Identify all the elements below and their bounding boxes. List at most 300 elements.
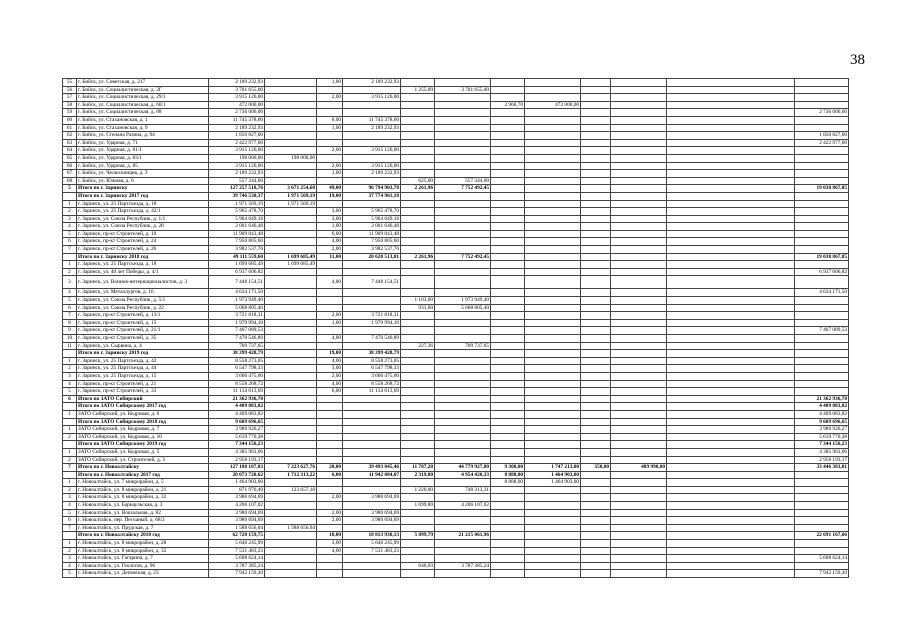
table-row: [63, 79, 849, 87]
value-cell: [401, 147, 435, 155]
value-cell: 1,00: [317, 223, 343, 231]
value-cell: 1 255,09: [401, 86, 435, 94]
row-number-cell: 4: [63, 502, 77, 510]
value-cell: 2,00: [317, 162, 343, 170]
value-cell: [491, 94, 525, 102]
row-number-cell: 7: [63, 464, 77, 472]
value-cell: [795, 494, 849, 502]
value-cell: 11 134 613,69: [209, 388, 265, 396]
address-cell: г. Заринск, ул. Союза Республик, д. 28: [77, 223, 209, 231]
table-row: [63, 524, 849, 532]
value-cell: [667, 79, 795, 87]
value-cell: [581, 101, 611, 109]
value-cell: 39 493 045,46: [343, 464, 401, 472]
value-cell: [795, 177, 849, 185]
value-cell: [317, 154, 343, 162]
value-cell: [795, 372, 849, 380]
value-cell: [491, 524, 525, 532]
address-cell: Итого по ЗАТО Сибирскому 2017 год: [77, 403, 209, 411]
table-row: [63, 261, 849, 269]
address-cell: г. Заринск, ул. Металлургов, д. 16: [77, 289, 209, 297]
value-cell: [491, 132, 525, 140]
value-cell: [581, 215, 611, 223]
value-cell: 5 640 245,99: [343, 540, 401, 548]
value-cell: [581, 357, 611, 365]
value-cell: [581, 132, 611, 140]
value-cell: [343, 327, 401, 335]
table-row: [63, 223, 849, 231]
value-cell: [435, 215, 491, 223]
address-cell: г. Заринск, пр-кт Строителей, д. 15: [77, 319, 209, 327]
value-cell: 4 206 107,02: [435, 502, 491, 510]
value-cell: 127 180 187,83: [209, 464, 265, 472]
value-cell: 5 068 805,40: [435, 304, 491, 312]
value-cell: [667, 132, 795, 140]
value-cell: 5 068 805,40: [209, 304, 265, 312]
value-cell: [611, 418, 667, 426]
table-row: [63, 139, 849, 147]
value-cell: 4 409 083,82: [795, 410, 849, 418]
value-cell: 472 000,00: [525, 101, 581, 109]
value-cell: [525, 319, 581, 327]
value-cell: [611, 124, 667, 132]
value-cell: [401, 162, 435, 170]
table-row: [63, 456, 849, 464]
value-cell: [667, 246, 795, 254]
value-cell: [265, 215, 317, 223]
value-cell: [343, 486, 401, 494]
value-cell: [667, 388, 795, 396]
value-cell: [491, 276, 525, 289]
value-cell: [581, 562, 611, 570]
value-cell: [491, 372, 525, 380]
table-row: [63, 357, 849, 365]
row-number-cell: [63, 350, 77, 358]
value-cell: 2 189 232,93: [209, 170, 265, 178]
value-cell: [265, 335, 317, 343]
value-cell: [491, 246, 525, 254]
value-cell: [317, 86, 343, 94]
value-cell: 350,00: [581, 464, 611, 472]
value-cell: [491, 502, 525, 510]
value-cell: [343, 570, 401, 578]
value-cell: [525, 276, 581, 289]
value-cell: 19 038 867,85: [795, 185, 849, 193]
address-cell: г. Заринск, пр-кт Строителей, д. 26: [77, 246, 209, 254]
row-number-cell: 10: [63, 335, 77, 343]
value-cell: [265, 380, 317, 388]
value-cell: [611, 208, 667, 216]
value-cell: [265, 357, 317, 365]
value-cell: 10,00: [317, 532, 343, 540]
value-cell: [611, 448, 667, 456]
value-cell: 5 965 478,70: [343, 208, 401, 216]
value-cell: 2 958 193,17: [209, 456, 265, 464]
value-cell: [401, 426, 435, 434]
row-number-cell: 64: [63, 147, 77, 155]
value-cell: 1 699 685,49: [209, 261, 265, 269]
address-cell: г. Новоалтайск, ул. 7 микрорайон, д. 5: [77, 479, 209, 487]
value-cell: [343, 304, 401, 312]
row-number-cell: 3: [63, 555, 77, 563]
address-cell: г. Бийск, ул. Стахановская, д. 9: [77, 124, 209, 132]
value-cell: [491, 327, 525, 335]
table-row: [63, 555, 849, 563]
value-cell: [611, 365, 667, 373]
value-cell: [343, 109, 401, 117]
row-number-cell: 1: [63, 200, 77, 208]
value-cell: [401, 132, 435, 140]
value-cell: [265, 555, 317, 563]
value-cell: [265, 540, 317, 548]
value-cell: [491, 426, 525, 434]
value-cell: [491, 192, 525, 200]
table-row: [63, 86, 849, 94]
value-cell: [667, 139, 795, 147]
value-cell: 2 189 232,93: [343, 170, 401, 178]
row-number-cell: 3: [63, 372, 77, 380]
value-cell: [581, 312, 611, 320]
table-row: [63, 297, 849, 305]
value-cell: 2,00: [317, 312, 343, 320]
value-cell: 7 752 492,45: [435, 185, 491, 193]
value-cell: 748 313,31: [435, 486, 491, 494]
value-cell: [611, 335, 667, 343]
value-cell: [435, 94, 491, 102]
value-cell: [435, 116, 491, 124]
value-cell: 19 038 867,85: [795, 253, 849, 261]
value-cell: [667, 327, 795, 335]
value-cell: 6 937 606,82: [209, 268, 265, 276]
value-cell: 2 261,96: [401, 253, 435, 261]
value-cell: [491, 109, 525, 117]
table-row: [63, 494, 849, 502]
value-cell: [581, 335, 611, 343]
value-cell: [667, 312, 795, 320]
value-cell: [667, 223, 795, 231]
value-cell: 3 980 694,69: [209, 509, 265, 517]
value-cell: [265, 124, 317, 132]
value-cell: 2,00: [317, 372, 343, 380]
value-cell: 5 619 770,38: [209, 433, 265, 441]
value-cell: [525, 365, 581, 373]
value-cell: 4 409 083,82: [209, 410, 265, 418]
value-cell: 3 980 694,69: [343, 517, 401, 525]
table-row: [63, 433, 849, 441]
row-number-cell: 2: [63, 433, 77, 441]
value-cell: [491, 570, 525, 578]
value-cell: [795, 479, 849, 487]
value-cell: 2 422 977,00: [209, 139, 265, 147]
value-cell: [265, 132, 317, 140]
value-cell: [581, 170, 611, 178]
value-cell: 3 980 694,69: [343, 509, 401, 517]
value-cell: [435, 547, 491, 555]
value-cell: [317, 132, 343, 140]
value-cell: [581, 540, 611, 548]
value-cell: [343, 562, 401, 570]
value-cell: [401, 441, 435, 449]
value-cell: 38 399 428,79: [209, 350, 265, 358]
value-cell: [401, 276, 435, 289]
value-cell: [491, 297, 525, 305]
value-cell: [401, 109, 435, 117]
value-cell: 3,00: [317, 215, 343, 223]
value-cell: [667, 124, 795, 132]
row-number-cell: 63: [63, 139, 77, 147]
value-cell: [525, 410, 581, 418]
value-cell: [667, 570, 795, 578]
value-cell: [265, 101, 317, 109]
table-row: [63, 486, 849, 494]
value-cell: 1 103,00: [401, 297, 435, 305]
address-cell: ЗАТО Сибирский, ул. Кедровая, д. 10: [77, 433, 209, 441]
row-number-cell: 2: [63, 547, 77, 555]
address-cell: г. Новоалтайск, ул. Деповская, д. 23: [77, 570, 209, 578]
value-cell: [491, 395, 525, 403]
value-cell: [667, 471, 795, 479]
value-cell: 6 547 798,33: [209, 365, 265, 373]
row-number-cell: 6: [63, 238, 77, 246]
table-row: [63, 162, 849, 170]
value-cell: 8 558 268,72: [343, 380, 401, 388]
value-cell: 3 721 818,31: [343, 312, 401, 320]
value-cell: [667, 297, 795, 305]
value-cell: [435, 268, 491, 276]
value-cell: [265, 304, 317, 312]
value-cell: [667, 562, 795, 570]
value-cell: [401, 403, 435, 411]
value-cell: [525, 109, 581, 117]
value-cell: [611, 433, 667, 441]
value-cell: [581, 418, 611, 426]
value-cell: [667, 304, 795, 312]
value-cell: [265, 327, 317, 335]
address-cell: г. Бийск, ул. Социалистическая, д. 2Г: [77, 86, 209, 94]
value-cell: [581, 532, 611, 540]
value-cell: [525, 403, 581, 411]
value-cell: [611, 238, 667, 246]
value-cell: [401, 261, 435, 269]
value-cell: [525, 312, 581, 320]
value-cell: [667, 319, 795, 327]
value-cell: [491, 486, 525, 494]
value-cell: [525, 555, 581, 563]
row-number-cell: 8: [63, 319, 77, 327]
value-cell: [667, 116, 795, 124]
value-cell: [343, 433, 401, 441]
value-cell: [581, 448, 611, 456]
value-cell: 7 467 089,53: [209, 327, 265, 335]
value-cell: [611, 562, 667, 570]
value-cell: [525, 388, 581, 396]
value-cell: 2 736 006,00: [209, 109, 265, 117]
value-cell: [525, 335, 581, 343]
value-cell: 3 915 126,00: [209, 147, 265, 155]
address-cell: ЗАТО Сибирский, ул. Кедровая, д. 5: [77, 448, 209, 456]
table-row: [63, 116, 849, 124]
value-cell: [525, 327, 581, 335]
value-cell: [401, 192, 435, 200]
value-cell: [265, 456, 317, 464]
value-cell: [343, 410, 401, 418]
row-number-cell: 4: [63, 289, 77, 297]
value-cell: [611, 532, 667, 540]
value-cell: [581, 403, 611, 411]
value-cell: 1,00: [317, 319, 343, 327]
value-cell: [491, 289, 525, 297]
value-cell: [795, 547, 849, 555]
table-row: [63, 380, 849, 388]
value-cell: [525, 200, 581, 208]
value-cell: 20 073 720,62: [209, 471, 265, 479]
value-cell: [435, 380, 491, 388]
value-cell: 8 558 268,72: [209, 380, 265, 388]
value-cell: [667, 147, 795, 155]
row-number-cell: [63, 441, 77, 449]
value-cell: [401, 289, 435, 297]
value-cell: [581, 555, 611, 563]
address-cell: г. Новоалтайск, ул. Вокзальная, д. 82: [77, 509, 209, 517]
value-cell: 8 558 273,05: [209, 357, 265, 365]
value-cell: 4 634 171,50: [795, 289, 849, 297]
value-cell: [317, 304, 343, 312]
row-number-cell: 59: [63, 109, 77, 117]
value-cell: [667, 547, 795, 555]
value-cell: [667, 177, 795, 185]
table-row: [63, 94, 849, 102]
value-cell: [611, 192, 667, 200]
value-cell: [795, 502, 849, 510]
value-cell: [525, 357, 581, 365]
table-row: [63, 238, 849, 246]
value-cell: [525, 147, 581, 155]
value-cell: [795, 116, 849, 124]
value-cell: [491, 208, 525, 216]
value-cell: [435, 312, 491, 320]
value-cell: [317, 562, 343, 570]
value-cell: [435, 223, 491, 231]
table-row: [63, 319, 849, 327]
table-row: [63, 246, 849, 254]
value-cell: [667, 433, 795, 441]
value-cell: [265, 433, 317, 441]
value-cell: [581, 192, 611, 200]
value-cell: [795, 261, 849, 269]
value-cell: [343, 261, 401, 269]
value-cell: 3 701 655,00: [209, 86, 265, 94]
value-cell: [525, 297, 581, 305]
value-cell: [525, 517, 581, 525]
value-cell: [581, 261, 611, 269]
value-cell: [265, 403, 317, 411]
table-row: [63, 532, 849, 540]
value-cell: 1 099,80: [401, 502, 435, 510]
value-cell: [317, 289, 343, 297]
value-cell: [525, 456, 581, 464]
value-cell: 4 409 083,82: [795, 403, 849, 411]
value-cell: [265, 365, 317, 373]
row-number-cell: [63, 192, 77, 200]
value-cell: 1 979 994,10: [209, 319, 265, 327]
value-cell: [317, 418, 343, 426]
value-cell: [435, 101, 491, 109]
value-cell: [401, 238, 435, 246]
value-cell: 1 588 656,04: [209, 524, 265, 532]
table-row: [63, 124, 849, 132]
table-row: [63, 208, 849, 216]
value-cell: [435, 418, 491, 426]
value-cell: [491, 162, 525, 170]
value-cell: [581, 547, 611, 555]
address-cell: г. Бийск, ул. Стахановская, д. 1: [77, 116, 209, 124]
row-number-cell: 5: [63, 230, 77, 238]
value-cell: [491, 335, 525, 343]
value-cell: [667, 502, 795, 510]
table-row: [63, 154, 849, 162]
value-cell: [265, 276, 317, 289]
table-row: [63, 418, 849, 426]
value-cell: [265, 509, 317, 517]
row-number-cell: 67: [63, 170, 77, 178]
value-cell: 9 308,00: [491, 464, 525, 472]
table-row: [63, 426, 849, 434]
value-cell: [265, 562, 317, 570]
value-cell: 931,60: [401, 304, 435, 312]
value-cell: [611, 261, 667, 269]
value-cell: [611, 471, 667, 479]
value-cell: [525, 246, 581, 254]
value-cell: [795, 200, 849, 208]
value-cell: [611, 223, 667, 231]
address-cell: г. Заринск, пр-кт Строителей, д. 24: [77, 238, 209, 246]
value-cell: 11 909 843,48: [343, 230, 401, 238]
value-cell: 3 600 475,00: [343, 372, 401, 380]
value-cell: 4,00: [317, 335, 343, 343]
address-cell: г. Заринск, пр-кт Строителей, д. 33: [77, 388, 209, 396]
value-cell: 4 634 171,50: [209, 289, 265, 297]
value-cell: 4 409 083,82: [209, 403, 265, 411]
value-cell: [265, 86, 317, 94]
address-cell: г. Заринск, пр-кт Строителей, д. 13/1: [77, 312, 209, 320]
value-cell: 3 980 694,69: [343, 494, 401, 502]
row-number-cell: 1: [63, 357, 77, 365]
value-cell: [667, 268, 795, 276]
value-cell: 1,00: [317, 124, 343, 132]
row-number-cell: 2: [63, 486, 77, 494]
value-cell: [491, 268, 525, 276]
value-cell: [525, 547, 581, 555]
value-cell: [667, 509, 795, 517]
value-cell: [581, 253, 611, 261]
value-cell: 2 958 193,17: [795, 456, 849, 464]
value-cell: 1 747 213,00: [525, 464, 581, 472]
row-number-cell: 56: [63, 86, 77, 94]
row-number-cell: 58: [63, 101, 77, 109]
value-cell: 2 001 646,48: [209, 223, 265, 231]
value-cell: [265, 388, 317, 396]
value-cell: [343, 154, 401, 162]
value-cell: [265, 147, 317, 155]
table-row: [63, 441, 849, 449]
value-cell: [611, 132, 667, 140]
row-number-cell: 3: [63, 276, 77, 289]
value-cell: 1 973 949,40: [435, 297, 491, 305]
value-cell: 44 779 927,80: [435, 464, 491, 472]
value-cell: [401, 116, 435, 124]
value-cell: [265, 319, 317, 327]
value-cell: [265, 246, 317, 254]
